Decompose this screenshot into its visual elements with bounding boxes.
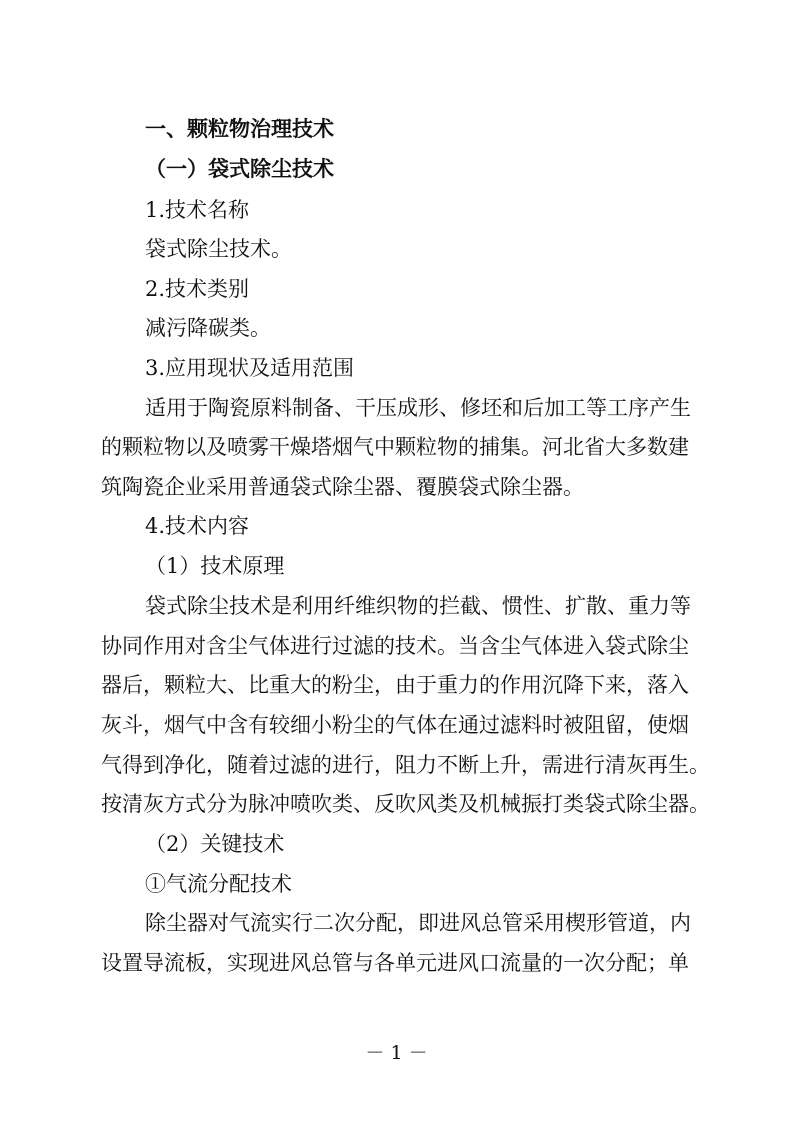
subsection-heading: （一）袋式除尘技术: [145, 157, 334, 181]
sub-item-heading: （1）技术原理: [145, 554, 285, 578]
paragraph-line: 按清灰方式分为脉冲喷吹类、反吹风类及机械振打类袋式除尘器。: [101, 792, 710, 816]
paragraph-line: 协同作用对含尘气体进行过滤的技术。当含尘气体进入袋式除尘: [101, 634, 689, 658]
paragraph-line: 袋式除尘技术。: [145, 237, 292, 261]
item-heading: 4.技术内容: [145, 514, 250, 538]
paragraph-line: 的颗粒物以及喷雾干燥塔烟气中颗粒物的捕集。河北省大多数建: [101, 435, 689, 459]
paragraph-line: 适用于陶瓷原料制备、干压成形、修坯和后加工等工序产生: [145, 396, 691, 420]
paragraph-line: 器后，颗粒大、比重大的粉尘，由于重力的作用沉降下来，落入: [101, 673, 689, 697]
paragraph-line: 灰斗，烟气中含有较细小粉尘的气体在通过滤料时被阻留，使烟: [101, 713, 689, 737]
paragraph-line: 设置导流板，实现进风总管与各单元进风口流量的一次分配；单: [101, 951, 689, 975]
paragraph-line: 袋式除尘技术是利用纤维织物的拦截、惯性、扩散、重力等: [145, 594, 691, 618]
paragraph-line: 减污降碳类。: [145, 316, 271, 340]
paragraph-line: 气得到净化，随着过滤的进行，阻力不断上升，需进行清灰再生。: [101, 753, 710, 777]
item-heading: 2.技术类别: [145, 277, 250, 301]
sub-item-heading: ①气流分配技术: [145, 872, 292, 896]
item-heading: 1.技术名称: [145, 198, 250, 222]
section-heading: 一、颗粒物治理技术: [145, 117, 334, 141]
page-number: － 1 －: [365, 1042, 428, 1064]
item-heading: 3.应用现状及适用范围: [145, 356, 355, 380]
paragraph-line: 筑陶瓷企业采用普通袋式除尘器、覆膜袋式除尘器。: [101, 475, 584, 499]
paragraph-line: 除尘器对气流实行二次分配，即进风总管采用楔形管道，内: [145, 911, 691, 935]
sub-item-heading: （2）关键技术: [145, 832, 285, 856]
